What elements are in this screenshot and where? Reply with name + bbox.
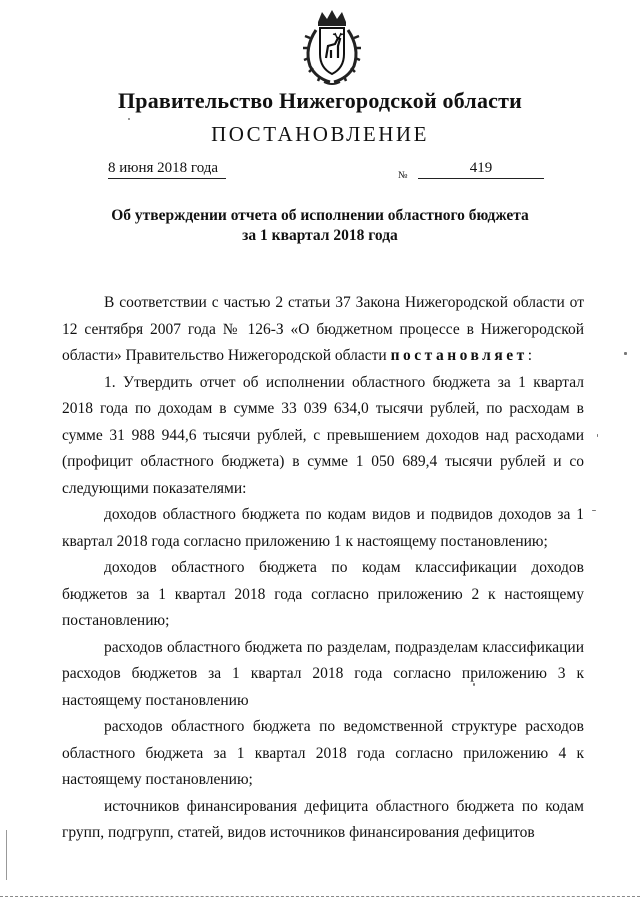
scan-speck [592,510,596,511]
paragraph-appendix-3: расходов областного бюджета по разделам, подразделам классификации расходов бюджетов за 1 квартал 2018 года согласно приложению 3 к настоящему постановлению [62,638,584,709]
document-body [62,290,584,847]
document-number: 419 [418,160,544,179]
title-line-1: Об утверждении отчета об исполнении областного бюджета [111,207,529,224]
number-sign: № [398,170,408,181]
paragraph-appendix-2: доходов областного бюджета по кодам классификации доходов бюджетов за 1 квартал 2018 года согласно приложению 2 к настоящему постановлению; [62,559,584,629]
scan-speck [128,118,130,120]
scan-bottom-edge [0,896,640,898]
preamble-text: В соответствии с частью 2 статьи 37 Закона Нижегородской области от 12 сентября 2007 года № 126-З «О бюджетном процессе в Нижегородской области» Правительство Нижегородской области [62,294,584,364]
paragraph-sources: источников финансирования дефицита областного бюджета по кодам групп, подгрупп, статей, видов источников финансирования дефицитов [62,797,584,841]
nizhny-novgorod-coat-of-arms-icon [302,8,362,88]
resolves-keyword: постановляет [390,347,528,364]
preamble-tail: : [527,347,533,364]
document-type: ПОСТАНОВЛЕНИЕ [211,122,429,146]
government-name: Правительство Нижегородской области [117,88,522,113]
scan-margin-line [6,830,7,880]
scan-speck [624,352,627,355]
paragraph-preamble [62,290,584,370]
scan-speck [473,683,475,686]
scan-speck [597,434,598,437]
paragraph-item-1: 1. Утвердить отчет об исполнении областного бюджета за 1 квартал 2018 года по доходам в сумме 33 039 634,0 тысячи рублей, по расходам в сумме 31 988 944,6 тысячи рублей, с превышением доходов над расходами (профицит областного бюджета) в сумме 1 050 689,4 тысячи рублей и со следующими показателями: [62,373,584,497]
title-line-2: за 1 квартал 2018 года [242,227,398,244]
document-title [0,206,640,246]
paragraph-appendix-1: доходов областного бюджета по кодам видов и подвидов доходов за 1 квартал 2018 года согласно приложению 1 к настоящему постановлению; [62,506,584,550]
paragraph-appendix-4: расходов областного бюджета по ведомственной структуре расходов областного бюджета за 1 квартал 2018 года согласно приложению 4 к настоящему постановлению; [62,718,584,788]
document-date: 8 июня 2018 года [108,160,226,179]
